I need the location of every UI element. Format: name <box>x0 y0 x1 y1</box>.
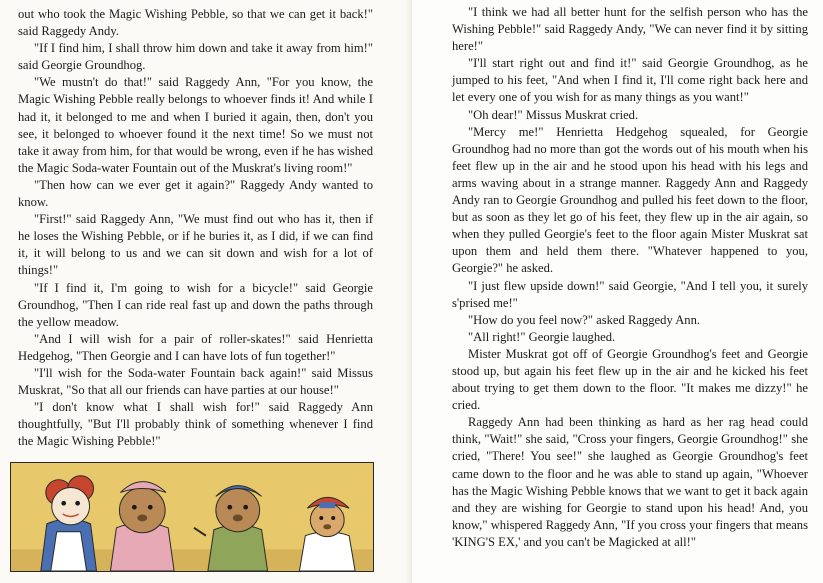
paragraph: "Oh dear!" Missus Muskrat cried. <box>468 107 639 122</box>
illustration-drawing <box>11 463 373 571</box>
paragraph: "And I will wish for a pair of roller-skates!" said Henrietta Hedgehog, "Then Georgie and I can have lots of fun together!" <box>18 331 373 363</box>
paragraph: "Mercy me!" Henrietta Hedgehog squealed, for Georgie Groundhog had no more than got the words out of his mouth when his feet flew up in the air and he stood upon his head with his legs and arms waving about in a strange manner. Raggedy Ann and Raggedy Andy ran to Georgie Groundhog and pulled his feet down to the floor, but as soon as they let go of his feet, they flew up in the air again, so when they pulled Georgie's feet to the floor again Mister Muskrat sat upon them and held them there. "Whatever happened to you, Georgie?" he asked. <box>452 124 808 276</box>
left-page-text <box>18 6 373 450</box>
paragraph: "First!" said Raggedy Ann, "We must find out who has it, then if he loses the Wishing Pebble, or if he buries it, as I did, if we can find it, it will belong to us and we can sit down and wish for a lot of things!" <box>18 212 373 278</box>
paragraph: "I'll start right out and find it!" said Georgie Groundhog, as he jumped to his feet, "And when I find it, I'll come right back here and let every one of you wish for as many things as you want!" <box>452 56 808 105</box>
paragraph: "I'll wish for the Soda-water Fountain back again!" said Missus Muskrat, "So that all our friends can have parties at our house!" <box>18 365 373 398</box>
illustration-characters <box>10 462 374 572</box>
paragraph: "How do you feel now?" asked Raggedy Ann. <box>468 312 701 327</box>
paragraph: "If I find it, I'm going to wish for a bicycle!" said Georgie Groundhog, "Then I can ride real fast up and down the paths through the yellow meadow. <box>18 280 373 329</box>
paragraph: "I don't know what I shall wish for!" said Raggedy Ann thoughtfully, "But I'll probably think of something whenever I find the Magic Wishing Pebble!" <box>18 400 373 449</box>
paragraph: "We mustn't do that!" said Raggedy Ann, "For you know, the Magic Wishing Pebble really belongs to whoever finds it! And while I had it, it belonged to me and when I buried it again, then, don't you see, it belonged to whoever found it the next time! So we must not take it away from him, for that would be wrong, even if he has wished the Magic Soda-water Fountain out of the Muskrat's living room!" <box>18 75 373 175</box>
paragraph: "Then how can we ever get it again?" Raggedy Andy wanted to know. <box>18 177 373 210</box>
missus-muskrat-figure <box>299 497 355 571</box>
right-page <box>412 0 823 583</box>
paragraph: "I just flew upside down!" said Georgie, "And I tell you, it surely s'prised me!" <box>452 278 808 310</box>
henrietta-hedgehog-figure <box>110 482 174 571</box>
right-page-text <box>452 4 808 551</box>
paragraph: out who took the Magic Wishing Pebble, so that we can get it back!" said Raggedy Andy. <box>18 7 373 39</box>
paragraph: "If I find him, I shall throw him down and take it away from him!" said Georgie Groundhog. <box>18 41 373 73</box>
paragraph: Mister Muskrat got off of Georgie Groundhog's feet and Georgie stood up, but again his feet flew up in the air and he kicked his feet about trying to get them down to the floor. "It makes me dizzy!" he cried. <box>452 346 808 413</box>
paragraph: "I think we had all better hunt for the selfish person who has the Wishing Pebble!" said Raggedy Andy, "We can never find it by sitting here!" <box>452 5 808 54</box>
paragraph: Raggedy Ann had been thinking as hard as her rag head could think, "Wait!" she said, "Cross your fingers, Georgie Groundhog!" she cried, "There! You see!" she laughed as Georgie Groundhog's feet came down to the floor and he was able to stand up again, "Whoever has the Magic Wishing Pebble knows that we want to get it back again and they are wishing for Georgie to stand upon his head! And, you know," whispered Raggedy Ann, "If you cross your fingers that means 'KING'S EX,' and you can't be Magicked at all!" <box>452 415 808 549</box>
raggedy-ann-figure <box>41 476 97 571</box>
paragraph: "All right!" Georgie laughed. <box>468 329 616 344</box>
